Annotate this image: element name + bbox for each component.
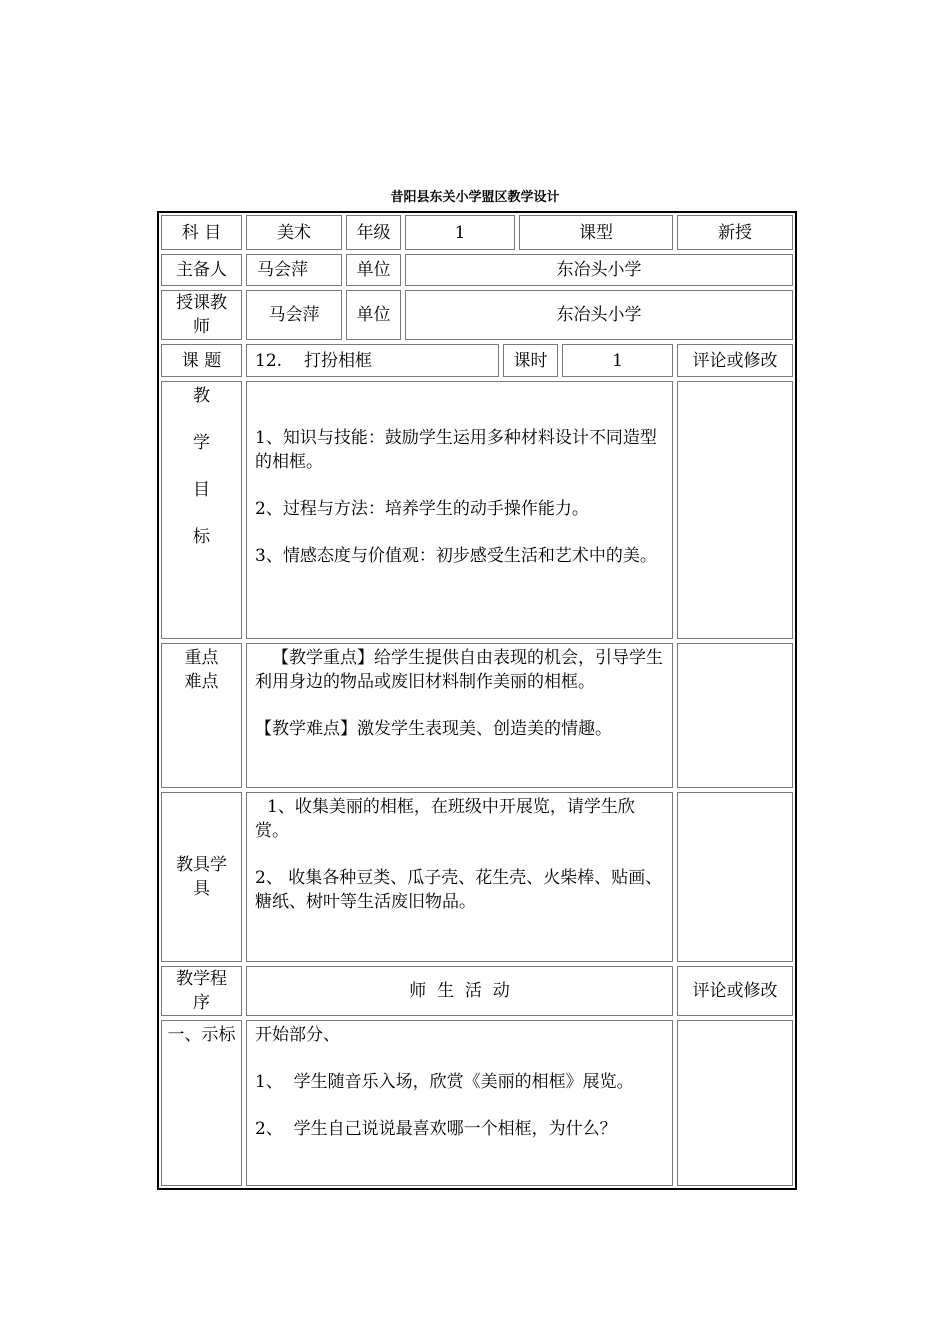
tools-label-line1: 教具学: [176, 855, 227, 875]
grade-label: 年级: [346, 215, 401, 250]
objective-item: 2、过程与方法：培养学生的动手操作能力。: [255, 499, 589, 519]
objectives-label-char: 学: [193, 433, 210, 453]
procedure-label-line2: 序: [193, 993, 210, 1013]
objectives-label-char: 标: [193, 527, 210, 547]
objectives-label-char: 教: [193, 386, 210, 406]
topic-value: 打扮相框: [304, 350, 373, 371]
lesson-type-label: 课型: [519, 215, 673, 250]
objectives-comment: [677, 381, 793, 639]
objectives-content: [246, 381, 673, 639]
topic-cell: [246, 344, 499, 377]
procedure-label-line1: 教学程: [176, 969, 227, 989]
teacher-label-line1: 授课教: [176, 293, 227, 313]
preparer-label: 主备人: [161, 254, 242, 286]
subject-value: 美术: [246, 215, 342, 250]
section1-label: 一、示标: [161, 1020, 242, 1186]
subject-label: 科 目: [161, 215, 242, 250]
lesson-type-value: 新授: [677, 215, 793, 250]
topic-number: 12.: [255, 350, 283, 371]
section1-intro: 开始部分、: [255, 1025, 340, 1045]
comment-label: 评论或修改: [677, 344, 793, 377]
activity-header: 师 生 活 动: [246, 966, 673, 1016]
section1-comment: [677, 1020, 793, 1186]
keypoints-comment: [677, 643, 793, 788]
tools-comment: [677, 792, 793, 962]
objectives-label-char: 目: [193, 480, 210, 500]
keypoints-label: [161, 643, 242, 788]
teacher-value: 马会萍: [246, 290, 342, 340]
procedure-comment-label: 评论或修改: [677, 966, 793, 1016]
section1-item: 1、 学生随音乐入场，欣赏《美丽的相框》展览。: [255, 1072, 634, 1092]
teacher-label-line2: 师: [193, 317, 210, 337]
keypoints-content: [246, 643, 673, 788]
procedure-label: [161, 966, 242, 1016]
period-label: 课时: [503, 344, 558, 377]
keypoints-label-line1: 重点: [184, 648, 219, 668]
key-point: 【教学重点】给学生提供自由表现的机会，引导学生利用身边的物品或废旧材料制作美丽的相框。: [255, 648, 663, 692]
teacher-label: [161, 290, 242, 340]
tools-label-line2: 具: [193, 879, 210, 899]
unit-value-2: 东冶头小学: [405, 290, 793, 340]
tools-label: [161, 792, 242, 962]
preparer-value: 马会萍: [246, 254, 342, 286]
topic-label: 课 题: [161, 344, 242, 377]
objective-item: 1、知识与技能：鼓励学生运用多种材料设计不同造型的相框。: [255, 428, 657, 472]
unit-value: 东冶头小学: [405, 254, 793, 286]
document-title: 昔阳县东关小学盟区教学设计: [390, 190, 560, 205]
section1-content: [246, 1020, 673, 1186]
objective-item: 3、情感态度与价值观：初步感受生活和艺术中的美。: [255, 546, 657, 566]
difficult-point: 【教学难点】激发学生表现美、创造美的情趣。: [255, 719, 612, 739]
period-value: 1: [562, 344, 673, 377]
unit-label-2: 单位: [346, 290, 401, 340]
tool-item: 1、收集美丽的相框，在班级中开展览，请学生欣赏。: [255, 797, 635, 841]
unit-label: 单位: [346, 254, 401, 286]
objectives-label: [161, 381, 242, 639]
grade-value: 1: [405, 215, 515, 250]
keypoints-label-line2: 难点: [184, 672, 219, 692]
tool-item: 2、 收集各种豆类、瓜子壳、花生壳、火柴棒、贴画、糖纸、树叶等生活废旧物品。: [255, 868, 663, 912]
tools-content: [246, 792, 673, 962]
section1-item: 2、 学生自己说说最喜欢哪一个相框，为什么？: [255, 1119, 617, 1139]
